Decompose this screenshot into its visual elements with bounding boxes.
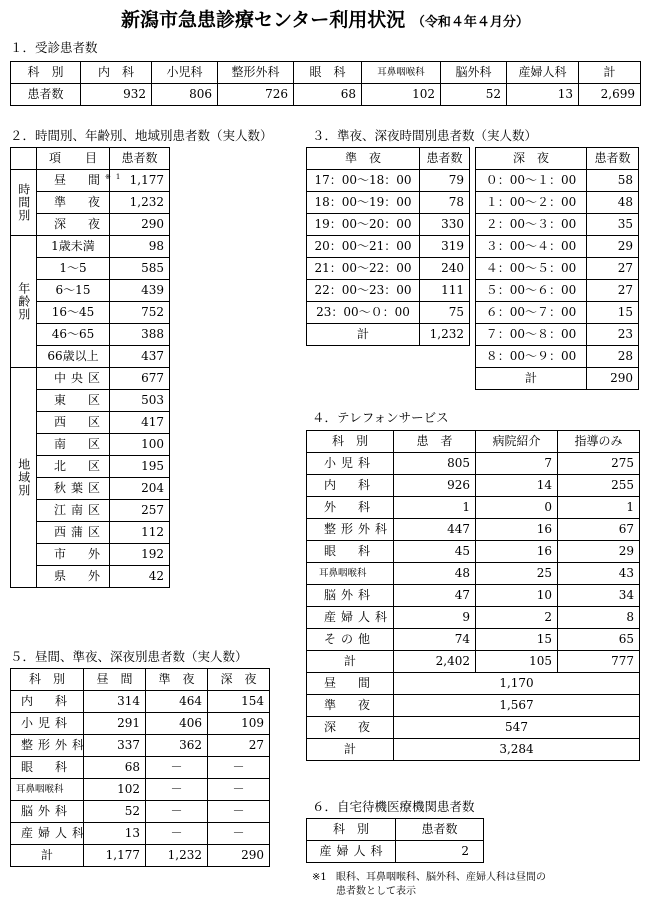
s3-junya-time: 21：00～22：00	[307, 258, 420, 280]
s4-row	[307, 475, 640, 497]
s4-guidance: 8	[558, 607, 640, 629]
s5-shinya: －	[208, 801, 270, 823]
s3-junya-value: 240	[420, 258, 470, 280]
section-4-heading: ４．テレフォンサービス	[312, 410, 449, 425]
s3-shinya-value: 27	[587, 258, 639, 280]
s4-time-row	[307, 717, 640, 739]
s3-junya-row	[307, 192, 470, 214]
s3-junya-row	[307, 302, 470, 324]
title-text: 新潟市急患診療センター利用状況	[121, 9, 406, 31]
s5-junya: 406	[146, 713, 208, 735]
s5-total-daytime: 1,177	[84, 845, 146, 867]
s4-guidance: 255	[558, 475, 640, 497]
s4-dept: 産婦人科	[307, 607, 394, 629]
s5-header-cell: 深 夜	[208, 669, 270, 691]
s3-junya-time: 19：00～20：00	[307, 214, 420, 236]
s1-header-cell: 小児科	[152, 62, 218, 84]
s2-label-text: 66歳以上	[47, 349, 99, 364]
s1-row-label: 患者数	[11, 84, 81, 106]
s5-row	[11, 823, 270, 845]
s1-value-cell: 68	[294, 84, 362, 106]
s2-label-text: 北 区	[54, 459, 106, 474]
s5-daytime: 337	[84, 735, 146, 757]
s5-header-cell: 科 別	[11, 669, 84, 691]
s5-header-row	[11, 669, 270, 691]
s4-referral: 10	[476, 585, 558, 607]
s2-time-value: 1,177	[110, 170, 170, 192]
s3-shinya-time: ３：00～４：00	[476, 236, 587, 258]
s3-shinya-time: １：00～２：00	[476, 192, 587, 214]
s3-junya-row	[307, 258, 470, 280]
footnote-ref: ※1	[105, 173, 126, 182]
s2-label-text: 深 夜	[54, 217, 106, 232]
s3-shinya-value: 27	[587, 280, 639, 302]
s3-junya-value: 79	[420, 170, 470, 192]
s4-referral: 15	[476, 629, 558, 651]
s2-label-text: 準 夜	[54, 195, 106, 210]
s1-header-cell: 内 科	[81, 62, 152, 84]
s3-shinya-row	[476, 302, 639, 324]
s3-shinya-time: ８：00～９：00	[476, 346, 587, 368]
s4-time-total-value: 3,284	[394, 739, 640, 761]
s4-time-row	[307, 673, 640, 695]
s3-shinya-header-label: 深 夜	[476, 148, 587, 170]
s2-group-time: 時間別	[11, 170, 37, 236]
s5-shinya: －	[208, 757, 270, 779]
s2-age-label	[37, 258, 110, 280]
s4-dept: 耳鼻咽喉科	[307, 563, 394, 585]
s2-label-text: 西蒲区	[54, 525, 106, 540]
s1-value-cell: 726	[218, 84, 294, 106]
s3-junya-value: 319	[420, 236, 470, 258]
s2-area-value: 100	[110, 434, 170, 456]
s5-shinya: 154	[208, 691, 270, 713]
s3-shinya-total-label: 計	[476, 368, 587, 390]
s5-total-label: 計	[11, 845, 84, 867]
s5-row	[11, 713, 270, 735]
s2-area-value: 112	[110, 522, 170, 544]
s1-header-cell: 脳外科	[441, 62, 507, 84]
s2-area-label	[37, 368, 110, 390]
s4-total-referral: 105	[476, 651, 558, 673]
s3-shinya-header-count: 患者数	[587, 148, 639, 170]
s1-header-cell: 眼 科	[294, 62, 362, 84]
s3-junya-value: 78	[420, 192, 470, 214]
s2-time-label	[37, 192, 110, 214]
s2-age-label	[37, 324, 110, 346]
s4-dept: その他	[307, 629, 394, 651]
s3-shinya-row	[476, 214, 639, 236]
page-title	[0, 5, 650, 32]
s1-header-cell: 耳鼻咽喉科	[362, 62, 441, 84]
s3-shinya-value: 29	[587, 236, 639, 258]
s2-header-blank	[11, 148, 37, 170]
s1-header-cell: 産婦人科	[507, 62, 579, 84]
s5-dept: 産婦人科	[11, 823, 84, 845]
s4-patients: 74	[394, 629, 476, 651]
s3-shinya-time: ７：00～８：00	[476, 324, 587, 346]
s3-junya-time: 17：00～18：00	[307, 170, 420, 192]
s4-guidance: 29	[558, 541, 640, 563]
s3-shinya-row	[476, 236, 639, 258]
s4-total-row	[307, 651, 640, 673]
s4-row	[307, 541, 640, 563]
s4-referral: 25	[476, 563, 558, 585]
s5-junya: －	[146, 779, 208, 801]
s5-row	[11, 691, 270, 713]
s4-guidance: 43	[558, 563, 640, 585]
s5-daytime: 68	[84, 757, 146, 779]
s2-area-label	[37, 434, 110, 456]
s4-guidance: 1	[558, 497, 640, 519]
s3-shinya-total-value: 290	[587, 368, 639, 390]
s4-guidance: 65	[558, 629, 640, 651]
s4-total-label: 計	[307, 651, 394, 673]
s1-header-cell: 計	[579, 62, 641, 84]
s3-shinya-header	[476, 148, 639, 170]
s4-referral: 16	[476, 519, 558, 541]
s2-label-text: 秋葉区	[54, 481, 106, 496]
day-night-table	[10, 668, 270, 867]
s1-value-cell: 13	[507, 84, 579, 106]
s2-header-row	[11, 148, 170, 170]
s5-daytime: 102	[84, 779, 146, 801]
s4-time-label: 昼 間	[307, 673, 394, 695]
s2-header-count: 患者数	[110, 148, 170, 170]
s2-time-value: 1,232	[110, 192, 170, 214]
s2-label-text: 1～5	[59, 261, 87, 276]
s3-shinya-row	[476, 258, 639, 280]
s2-label-text: 市 外	[54, 547, 106, 562]
s2-label-text: 西 区	[54, 415, 106, 430]
s5-junya: －	[146, 823, 208, 845]
s4-total-guidance: 777	[558, 651, 640, 673]
s2-label-text: 46～65	[51, 327, 95, 342]
shinya-hourly-table	[475, 147, 639, 390]
s4-guidance: 67	[558, 519, 640, 541]
s4-patients: 1	[394, 497, 476, 519]
s1-value-cell: 2,699	[579, 84, 641, 106]
s1-value-cell: 932	[81, 84, 152, 106]
s4-time-value: 1,567	[394, 695, 640, 717]
s3-junya-header-label: 準 夜	[307, 148, 420, 170]
s2-age-label	[37, 302, 110, 324]
s3-junya-value: 330	[420, 214, 470, 236]
s2-age-value: 437	[110, 346, 170, 368]
s3-junya-row	[307, 170, 470, 192]
s2-area-label	[37, 456, 110, 478]
footnote	[312, 871, 642, 899]
s4-row	[307, 629, 640, 651]
section-6-heading: ６．自宅待機医療機関患者数	[312, 799, 475, 814]
s5-daytime: 314	[84, 691, 146, 713]
s3-shinya-value: 23	[587, 324, 639, 346]
section-1-heading: １．受診患者数	[10, 40, 98, 55]
s2-area-label	[37, 544, 110, 566]
s3-shinya-time: ５：00～６：00	[476, 280, 587, 302]
s2-label-text: 6～15	[55, 283, 91, 298]
s2-time-row	[11, 170, 170, 192]
junya-hourly-table	[306, 147, 470, 346]
s2-area-value: 195	[110, 456, 170, 478]
s2-group-area: 地域別	[11, 368, 37, 588]
s2-area-value: 677	[110, 368, 170, 390]
s3-shinya-time: ４：00～５：00	[476, 258, 587, 280]
s3-shinya-row	[476, 170, 639, 192]
s5-shinya: －	[208, 779, 270, 801]
s3-shinya-row	[476, 324, 639, 346]
s4-row	[307, 519, 640, 541]
s4-row	[307, 585, 640, 607]
s4-row	[307, 607, 640, 629]
s5-shinya: －	[208, 823, 270, 845]
s2-age-value: 439	[110, 280, 170, 302]
s5-daytime: 52	[84, 801, 146, 823]
s3-junya-time: 18：00～19：00	[307, 192, 420, 214]
s5-dept: 内 科	[11, 691, 84, 713]
s4-dept: 眼 科	[307, 541, 394, 563]
s6-row-label: 産婦人科	[307, 841, 396, 863]
s5-junya: 464	[146, 691, 208, 713]
s6-header-count: 患者数	[396, 819, 484, 841]
s3-shinya-value: 28	[587, 346, 639, 368]
s1-value-cell: 102	[362, 84, 441, 106]
s3-shinya-value: 58	[587, 170, 639, 192]
s2-label-text: 昼 間	[54, 173, 106, 188]
s3-junya-time: 20：00～21：00	[307, 236, 420, 258]
s5-total-shinya: 290	[208, 845, 270, 867]
s4-time-total-label: 計	[307, 739, 394, 761]
s5-total-junya: 1,232	[146, 845, 208, 867]
s1-value-cell: 806	[152, 84, 218, 106]
s4-dept: 脳外科	[307, 585, 394, 607]
s3-shinya-row	[476, 280, 639, 302]
home-standby-table	[306, 818, 484, 863]
s4-header-cell: 患 者	[394, 431, 476, 453]
s3-junya-header-count: 患者数	[420, 148, 470, 170]
s2-age-value: 752	[110, 302, 170, 324]
s5-dept: 眼 科	[11, 757, 84, 779]
s5-row	[11, 779, 270, 801]
s4-time-label: 深 夜	[307, 717, 394, 739]
s2-label-text: 16～45	[51, 305, 95, 320]
s5-junya: －	[146, 801, 208, 823]
s4-referral: 7	[476, 453, 558, 475]
s3-shinya-value: 15	[587, 302, 639, 324]
footnote-mark: ※1	[312, 872, 327, 883]
s4-header-cell: 科 別	[307, 431, 394, 453]
s4-guidance: 34	[558, 585, 640, 607]
s2-area-label	[37, 390, 110, 412]
s2-area-value: 192	[110, 544, 170, 566]
s1-header-cell: 科 別	[11, 62, 81, 84]
s2-age-label	[37, 280, 110, 302]
s1-header-row	[11, 62, 641, 84]
s3-shinya-time: ２：00～３：00	[476, 214, 587, 236]
s4-time-row	[307, 695, 640, 717]
s2-age-row	[11, 236, 170, 258]
s2-area-value: 503	[110, 390, 170, 412]
s4-time-value: 547	[394, 717, 640, 739]
s4-dept: 外 科	[307, 497, 394, 519]
s3-junya-total-value: 1,232	[420, 324, 470, 346]
s4-referral: 0	[476, 497, 558, 519]
s3-junya-time: 22：00～23：00	[307, 280, 420, 302]
s2-area-value: 257	[110, 500, 170, 522]
s3-junya-row	[307, 280, 470, 302]
s2-area-label	[37, 500, 110, 522]
s4-row	[307, 563, 640, 585]
time-age-area-table	[10, 147, 170, 588]
s2-header-item: 項 目	[37, 148, 110, 170]
telephone-service-table	[306, 430, 640, 761]
s2-area-row	[11, 368, 170, 390]
s6-row-value: 2	[396, 841, 484, 863]
s4-time-total-row	[307, 739, 640, 761]
s2-age-value: 585	[110, 258, 170, 280]
s3-junya-header	[307, 148, 470, 170]
s5-dept: 脳外科	[11, 801, 84, 823]
s3-shinya-time: ６：00～７：00	[476, 302, 587, 324]
s4-patients: 48	[394, 563, 476, 585]
s3-junya-row	[307, 236, 470, 258]
s4-referral: 2	[476, 607, 558, 629]
s3-shinya-time: ０：00～１：00	[476, 170, 587, 192]
s2-age-value: 388	[110, 324, 170, 346]
s5-dept: 耳鼻咽喉科	[11, 779, 84, 801]
s1-value-cell: 52	[441, 84, 507, 106]
s4-total-patients: 2,402	[394, 651, 476, 673]
s5-dept: 整形外科	[11, 735, 84, 757]
s4-header-cell: 病院紹介	[476, 431, 558, 453]
s4-dept: 小児科	[307, 453, 394, 475]
s3-junya-row	[307, 214, 470, 236]
s5-shinya: 27	[208, 735, 270, 757]
s2-area-value: 417	[110, 412, 170, 434]
s2-label-text: 中央区	[54, 371, 106, 386]
outpatient-count-table	[10, 61, 641, 106]
s2-label-text: 県 外	[54, 569, 106, 584]
s3-junya-time: 23：00～０：00	[307, 302, 420, 324]
s5-row	[11, 757, 270, 779]
section-3-heading: ３．準夜、深夜時間別患者数（実人数）	[312, 128, 538, 143]
s4-row	[307, 453, 640, 475]
s3-shinya-value: 48	[587, 192, 639, 214]
s2-area-label	[37, 412, 110, 434]
s4-referral: 16	[476, 541, 558, 563]
s1-header-cell: 整形外科	[218, 62, 294, 84]
s4-patients: 45	[394, 541, 476, 563]
s2-area-label	[37, 478, 110, 500]
s2-time-value: 290	[110, 214, 170, 236]
title-period: （令和４年４月分）	[411, 15, 529, 30]
s2-label-text: 南 区	[54, 437, 106, 452]
s2-age-label	[37, 346, 110, 368]
s4-patients: 447	[394, 519, 476, 541]
s4-guidance: 275	[558, 453, 640, 475]
s4-patients: 47	[394, 585, 476, 607]
footnote-line-2: 患者数として表示	[336, 886, 416, 897]
s2-label-text: 江南区	[54, 503, 106, 518]
s2-age-value: 98	[110, 236, 170, 258]
s4-row	[307, 497, 640, 519]
s3-shinya-total	[476, 368, 639, 390]
s5-dept: 小児科	[11, 713, 84, 735]
section-5-heading: ５．昼間、準夜、深夜別患者数（実人数）	[10, 649, 248, 664]
s2-time-label	[37, 214, 110, 236]
s2-group-age: 年齢別	[11, 236, 37, 368]
s5-row	[11, 801, 270, 823]
s1-data-row	[11, 84, 641, 106]
s2-time-label	[37, 170, 126, 192]
s4-dept: 整形外科	[307, 519, 394, 541]
s3-junya-value: 111	[420, 280, 470, 302]
s5-shinya: 109	[208, 713, 270, 735]
s3-junya-total-label: 計	[307, 324, 420, 346]
s3-junya-total	[307, 324, 470, 346]
s2-label-text: 1歳未満	[51, 239, 95, 254]
s2-label-text: 東 区	[54, 393, 106, 408]
s5-daytime: 291	[84, 713, 146, 735]
s4-header-row	[307, 431, 640, 453]
s6-header-dept: 科 別	[307, 819, 396, 841]
s2-area-value: 42	[110, 566, 170, 588]
footnote-line-1: 眼科、耳鼻咽喉科、脳外科、産婦人科は昼間の	[336, 872, 546, 883]
s2-area-label	[37, 566, 110, 588]
s4-time-value: 1,170	[394, 673, 640, 695]
s3-shinya-row	[476, 192, 639, 214]
s4-patients: 805	[394, 453, 476, 475]
s5-junya: 362	[146, 735, 208, 757]
s5-row	[11, 735, 270, 757]
s3-junya-value: 75	[420, 302, 470, 324]
s5-header-cell: 昼 間	[84, 669, 146, 691]
s4-time-label: 準 夜	[307, 695, 394, 717]
s4-patients: 926	[394, 475, 476, 497]
s4-patients: 9	[394, 607, 476, 629]
section-2-heading: ２．時間別、年齢別、地域別患者数（実人数）	[10, 128, 273, 143]
s5-junya: －	[146, 757, 208, 779]
s4-header-cell: 指導のみ	[558, 431, 640, 453]
s4-dept: 内 科	[307, 475, 394, 497]
s2-age-label	[37, 236, 110, 258]
s2-area-label	[37, 522, 110, 544]
s3-shinya-row	[476, 346, 639, 368]
s4-referral: 14	[476, 475, 558, 497]
s5-total-row	[11, 845, 270, 867]
s5-header-cell: 準 夜	[146, 669, 208, 691]
s2-area-value: 204	[110, 478, 170, 500]
s3-shinya-value: 35	[587, 214, 639, 236]
s5-daytime: 13	[84, 823, 146, 845]
